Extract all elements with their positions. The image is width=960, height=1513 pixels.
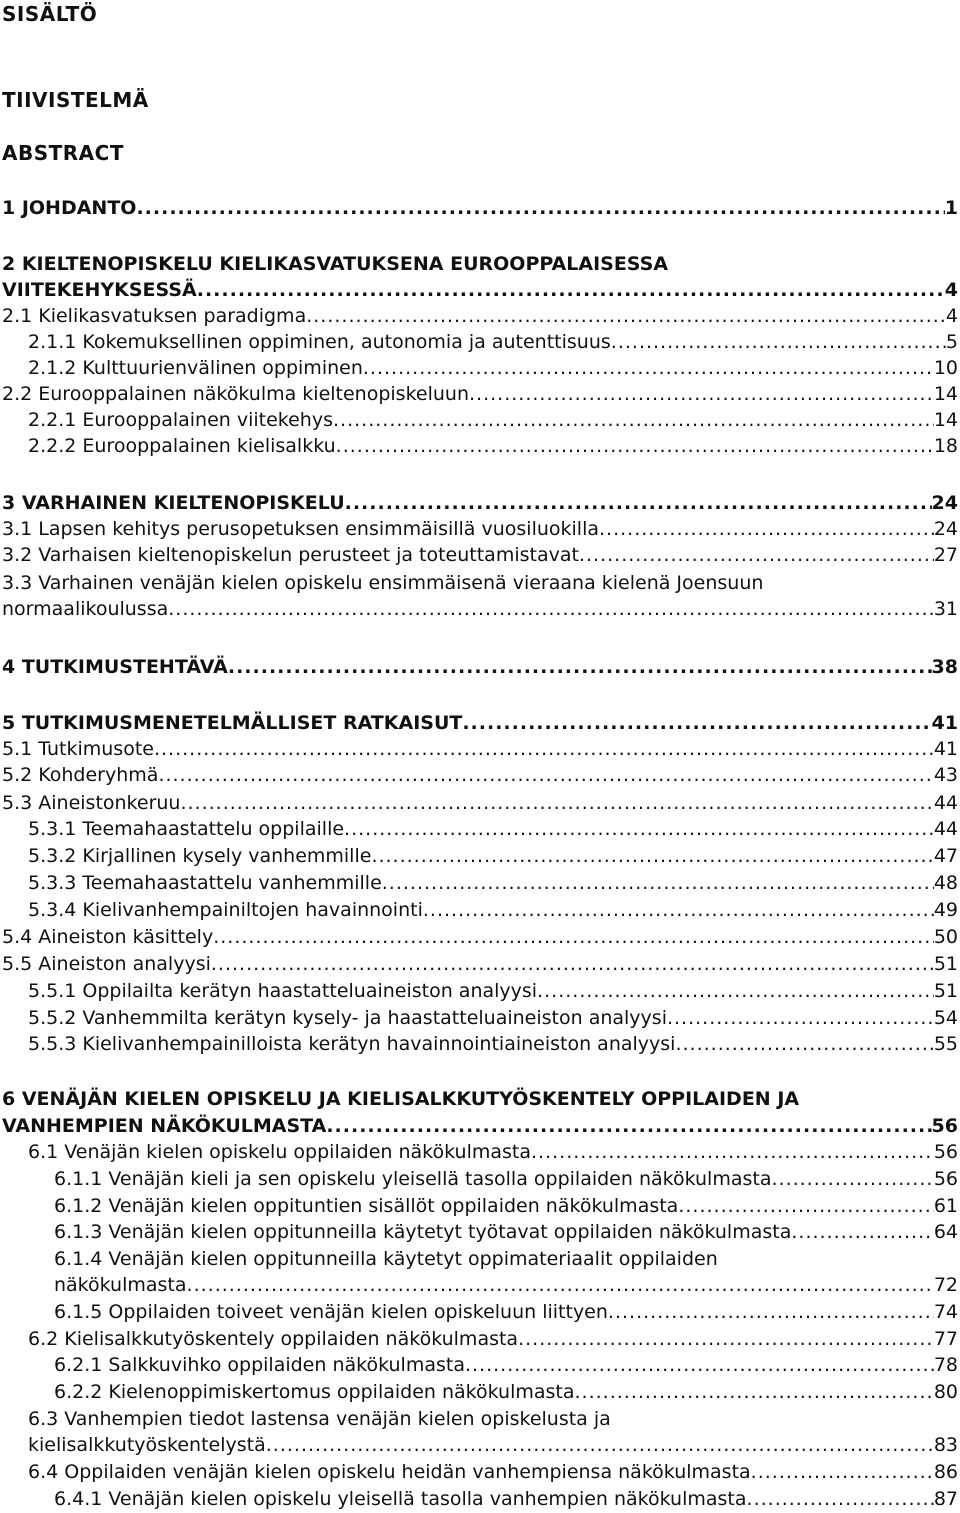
- toc-entry-text: 6.1.3 Venäjän kielen oppitunneilla käytetyt työtavat oppilaiden näkökulmasta: [54, 1221, 792, 1243]
- toc-entry-text: normaalikoulussa: [2, 598, 169, 620]
- toc-leader-dots: [211, 951, 934, 977]
- toc-entry[interactable]: [28, 897, 958, 923]
- toc-leader-dots: [518, 1326, 934, 1352]
- toc-entry[interactable]: [54, 1486, 958, 1512]
- toc-leader-dots: [158, 762, 933, 788]
- toc-entry[interactable]: [2, 924, 958, 950]
- toc-leader-dots: [667, 1005, 934, 1031]
- toc-entry[interactable]: [2, 762, 958, 788]
- toc-entry[interactable]: [2, 277, 958, 303]
- toc-entry[interactable]: [2, 490, 958, 516]
- toc-entry-text: VIITEKEHYKSESSÄ: [2, 279, 197, 301]
- toc-entry-text: VANHEMPIEN NÄKÖKULMASTA: [2, 1115, 327, 1137]
- toc-entry[interactable]: [28, 1326, 958, 1352]
- toc-entry[interactable]: [2, 1113, 958, 1139]
- toc-entry-text: 6.4 Oppilaiden venäjän kielen opiskelu heidän vanhempiensa näkökulmasta: [28, 1461, 751, 1483]
- toc-leader-dots: [336, 433, 934, 459]
- toc-leader-dots: [213, 924, 934, 950]
- toc-abstract[interactable]: ABSTRACT: [2, 141, 124, 165]
- toc-entry[interactable]: [2, 303, 958, 329]
- toc-leader-dots: [575, 1379, 934, 1405]
- toc-entry[interactable]: [28, 843, 958, 869]
- toc-page-number: 64: [933, 1221, 958, 1243]
- toc-page-number: 48: [933, 872, 958, 894]
- toc-page-number: 18: [933, 435, 958, 457]
- toc-page-number: 24: [931, 492, 958, 514]
- toc-entry[interactable]: [54, 1352, 958, 1378]
- toc-leader-dots: [611, 329, 946, 355]
- toc-page-number: 56: [933, 1141, 958, 1163]
- toc-entry-text: 1 JOHDANTO: [2, 197, 137, 219]
- toc-entry-text[interactable]: 2 KIELTENOPISKELU KIELIKASVATUKSENA EUROOPPALAISESSA: [2, 253, 669, 275]
- toc-entry-text: 5.5.1 Oppilailta kerätyn haastatteluaineiston analyysi: [28, 980, 538, 1002]
- toc-entry[interactable]: [28, 1031, 958, 1057]
- toc-entry-text: 2.2.1 Eurooppalainen viitekehys: [28, 409, 333, 431]
- toc-entry-text: 6.1.2 Venäjän kielen oppituntien sisällöt oppilaiden näkökulmasta: [54, 1195, 679, 1217]
- toc-leader-dots: [326, 1113, 931, 1139]
- toc-entry-text: 2.2.2 Eurooppalainen kielisalkku: [28, 435, 336, 457]
- toc-entry-text: 3.2 Varhaisen kieltenopiskelun perusteet ja toteuttamistavat: [2, 544, 579, 566]
- toc-leader-dots: [382, 870, 934, 896]
- toc-entry-text[interactable]: 6.1.4 Venäjän kielen oppitunneilla käytetyt oppimateriaalit oppilaiden: [54, 1248, 718, 1270]
- toc-entry[interactable]: [54, 1272, 958, 1298]
- toc-leader-dots: [465, 1352, 934, 1378]
- toc-entry-text: 5 TUTKIMUSMENETELMÄLLISET RATKAISUT: [2, 712, 463, 734]
- toc-page-number: 44: [933, 792, 958, 814]
- toc-entry-text: 6.1 Venäjän kielen opiskelu oppilaiden näkökulmasta: [28, 1141, 531, 1163]
- toc-leader-dots: [363, 355, 934, 381]
- toc-entry-text: 6.2 Kielisalkkutyöskentely oppilaiden näkökulmasta: [28, 1328, 519, 1350]
- toc-entry[interactable]: [2, 381, 958, 407]
- toc-entry-text: 6.1.5 Oppilaiden toiveet venäjän kielen opiskeluun liittyen: [54, 1301, 608, 1323]
- toc-leader-dots: [579, 542, 934, 568]
- toc-page-number: 87: [933, 1488, 958, 1510]
- toc-page-number: 41: [933, 738, 958, 760]
- toc-entry[interactable]: [2, 736, 958, 762]
- toc-entry[interactable]: [28, 1432, 958, 1458]
- toc-page-number: 14: [933, 383, 958, 405]
- toc-leader-dots: [136, 195, 944, 221]
- toc-page-number: 1: [944, 197, 958, 219]
- toc-leader-dots: [345, 490, 932, 516]
- toc-entry-text: 5.5 Aineiston analyysi: [2, 953, 211, 975]
- toc-entry[interactable]: [2, 951, 958, 977]
- toc-entry[interactable]: [28, 1139, 958, 1165]
- toc-page-number: 47: [933, 845, 958, 867]
- toc-entry-text: 5.2 Kohderyhmä: [2, 764, 159, 786]
- toc-tiivistelma[interactable]: TIIVISTELMÄ: [2, 88, 149, 112]
- toc-leader-dots: [771, 1166, 933, 1192]
- toc-page-number: 10: [933, 357, 958, 379]
- toc-entry[interactable]: [28, 407, 958, 433]
- toc-entry[interactable]: [54, 1219, 958, 1245]
- toc-leader-dots: [462, 710, 931, 736]
- toc-leader-dots: [747, 1486, 934, 1512]
- toc-page-number: 14: [933, 409, 958, 431]
- toc-entry-text: 4 TUTKIMUSTEHTÄVÄ: [2, 656, 228, 678]
- toc-entry-text: 5.3 Aineistonkeruu: [2, 792, 181, 814]
- toc-page-number: 72: [933, 1274, 958, 1296]
- toc-page-number: 41: [931, 712, 958, 734]
- toc-entry-text: 5.1 Tutkimusote: [2, 738, 154, 760]
- toc-entry[interactable]: [28, 433, 958, 459]
- toc-leader-dots: [675, 1031, 933, 1057]
- toc-entry-text: 5.3.3 Teemahaastattelu vanhemmille: [28, 872, 382, 894]
- toc-entry-text: 2.1.2 Kulttuurienvälinen oppiminen: [28, 357, 363, 379]
- toc-leader-dots: [751, 1459, 934, 1485]
- toc-entry[interactable]: [2, 195, 958, 221]
- toc-page-number: 77: [933, 1328, 958, 1350]
- toc-leader-dots: [154, 736, 934, 762]
- toc-page-number: 50: [933, 926, 958, 948]
- page-title: SISÄLTÖ: [2, 2, 98, 26]
- toc-entry-text[interactable]: 3.3 Varhainen venäjän kielen opiskelu ensimmäisenä vieraana kielenä Joensuun: [2, 572, 764, 594]
- toc-entry-text[interactable]: 6.3 Vanhempien tiedot lastensa venäjän kielen opiskelusta ja: [28, 1408, 611, 1430]
- toc-leader-dots: [469, 381, 934, 407]
- toc-entry[interactable]: [54, 1379, 958, 1405]
- toc-entry[interactable]: [54, 1166, 958, 1192]
- toc-entry-text: 6.2.1 Salkkuvihko oppilaiden näkökulmasta: [54, 1354, 465, 1376]
- toc-leader-dots: [423, 897, 934, 923]
- toc-page-number: 51: [933, 980, 958, 1002]
- toc-leader-dots: [371, 843, 933, 869]
- toc-entry[interactable]: [2, 516, 958, 542]
- toc-leader-dots: [608, 1299, 934, 1325]
- toc-entry-text: 5.5.2 Vanhemmilta kerätyn kysely- ja haastatteluaineiston analyysi: [28, 1007, 667, 1029]
- toc-entry-text: 6.4.1 Venäjän kielen opiskelu yleisellä tasolla vanhempien näkökulmasta: [54, 1488, 747, 1510]
- toc-page-number: 86: [933, 1461, 958, 1483]
- toc-leader-dots: [187, 1272, 934, 1298]
- toc-entry-text[interactable]: 6 VENÄJÄN KIELEN OPISKELU JA KIELISALKKUTYÖSKENTELY OPPILAIDEN JA: [2, 1088, 800, 1110]
- toc-page-number: 56: [933, 1168, 958, 1190]
- toc-entry[interactable]: [2, 710, 958, 736]
- toc-page-number: 61: [933, 1195, 958, 1217]
- toc-page-number: 5: [945, 331, 958, 353]
- toc-entry[interactable]: [28, 816, 958, 842]
- toc-leader-dots: [344, 816, 934, 842]
- toc-entry-text: 6.1.1 Venäjän kieli ja sen opiskelu yleisellä tasolla oppilaiden näkökulmasta: [54, 1168, 772, 1190]
- toc-leader-dots: [791, 1219, 933, 1245]
- toc-leader-dots: [168, 596, 934, 622]
- toc-entry-text: 5.3.4 Kielivanhempainiltojen havainnointi: [28, 899, 423, 921]
- toc-leader-dots: [537, 978, 934, 1004]
- toc-entry[interactable]: [54, 1193, 958, 1219]
- toc-entry-text: 6.2.2 Kielenoppimiskertomus oppilaiden näkökulmasta: [54, 1381, 575, 1403]
- toc-page-number: 49: [933, 899, 958, 921]
- toc-page-number: 44: [933, 818, 958, 840]
- toc-leader-dots: [333, 407, 934, 433]
- toc-entry-text: näkökulmasta: [54, 1274, 187, 1296]
- toc-entry-text: 2.1 Kielikasvatuksen paradigma: [2, 305, 307, 327]
- toc-entry[interactable]: [28, 1005, 958, 1031]
- toc-entry[interactable]: [2, 790, 958, 816]
- toc-page-number: 4: [945, 305, 958, 327]
- toc-entry-text: kielisalkkutyöskentelystä: [28, 1434, 266, 1456]
- toc-entry[interactable]: [28, 1459, 958, 1485]
- toc-entry[interactable]: [28, 329, 958, 355]
- toc-leader-dots: [266, 1432, 934, 1458]
- toc-leader-dots: [678, 1193, 933, 1219]
- toc-leader-dots: [197, 277, 945, 303]
- toc-page-number: 38: [931, 656, 958, 678]
- toc-page-number: 74: [933, 1301, 958, 1323]
- toc-entry[interactable]: [28, 355, 958, 381]
- toc-entry-text: 5.4 Aineiston käsittely: [2, 926, 214, 948]
- toc-entry-text: 2.1.1 Kokemuksellinen oppiminen, autonomia ja autenttisuus: [28, 331, 611, 353]
- toc-page-number: 83: [933, 1434, 958, 1456]
- toc-page-number: 43: [933, 764, 958, 786]
- toc-leader-dots: [599, 516, 934, 542]
- toc-entry-text: 5.5.3 Kielivanhempainilloista kerätyn havainnointiaineiston analyysi: [28, 1033, 676, 1055]
- toc-leader-dots: [531, 1139, 934, 1165]
- toc-leader-dots: [306, 303, 946, 329]
- toc-page-number: 4: [944, 279, 958, 301]
- toc-entry[interactable]: [2, 542, 958, 568]
- toc-entry[interactable]: [2, 596, 958, 622]
- toc-entry[interactable]: [2, 654, 958, 680]
- toc-page-number: 51: [933, 953, 958, 975]
- toc-page-number: 24: [933, 518, 958, 540]
- toc-page-number: 31: [933, 598, 958, 620]
- toc-page-number: 56: [931, 1115, 958, 1137]
- toc-entry[interactable]: [28, 978, 958, 1004]
- toc-leader-dots: [180, 790, 933, 816]
- toc-page-number: 27: [933, 544, 958, 566]
- toc-entry-text: 3 VARHAINEN KIELTENOPISKELU: [2, 492, 345, 514]
- toc-entry[interactable]: [54, 1299, 958, 1325]
- toc-entry[interactable]: [28, 870, 958, 896]
- toc-entry-text: 2.2 Eurooppalainen näkökulma kieltenopiskeluun: [2, 383, 470, 405]
- toc-entry-text: 5.3.2 Kirjallinen kysely vanhemmille: [28, 845, 372, 867]
- toc-page-number: 78: [933, 1354, 958, 1376]
- toc-page-number: 55: [933, 1033, 958, 1055]
- toc-page-number: 54: [933, 1007, 958, 1029]
- toc-entry-text: 5.3.1 Teemahaastattelu oppilaille: [28, 818, 345, 840]
- toc-entry-text: 3.1 Lapsen kehitys perusopetuksen ensimmäisillä vuosiluokilla: [2, 518, 600, 540]
- toc-leader-dots: [228, 654, 932, 680]
- toc-page-number: 80: [933, 1381, 958, 1403]
